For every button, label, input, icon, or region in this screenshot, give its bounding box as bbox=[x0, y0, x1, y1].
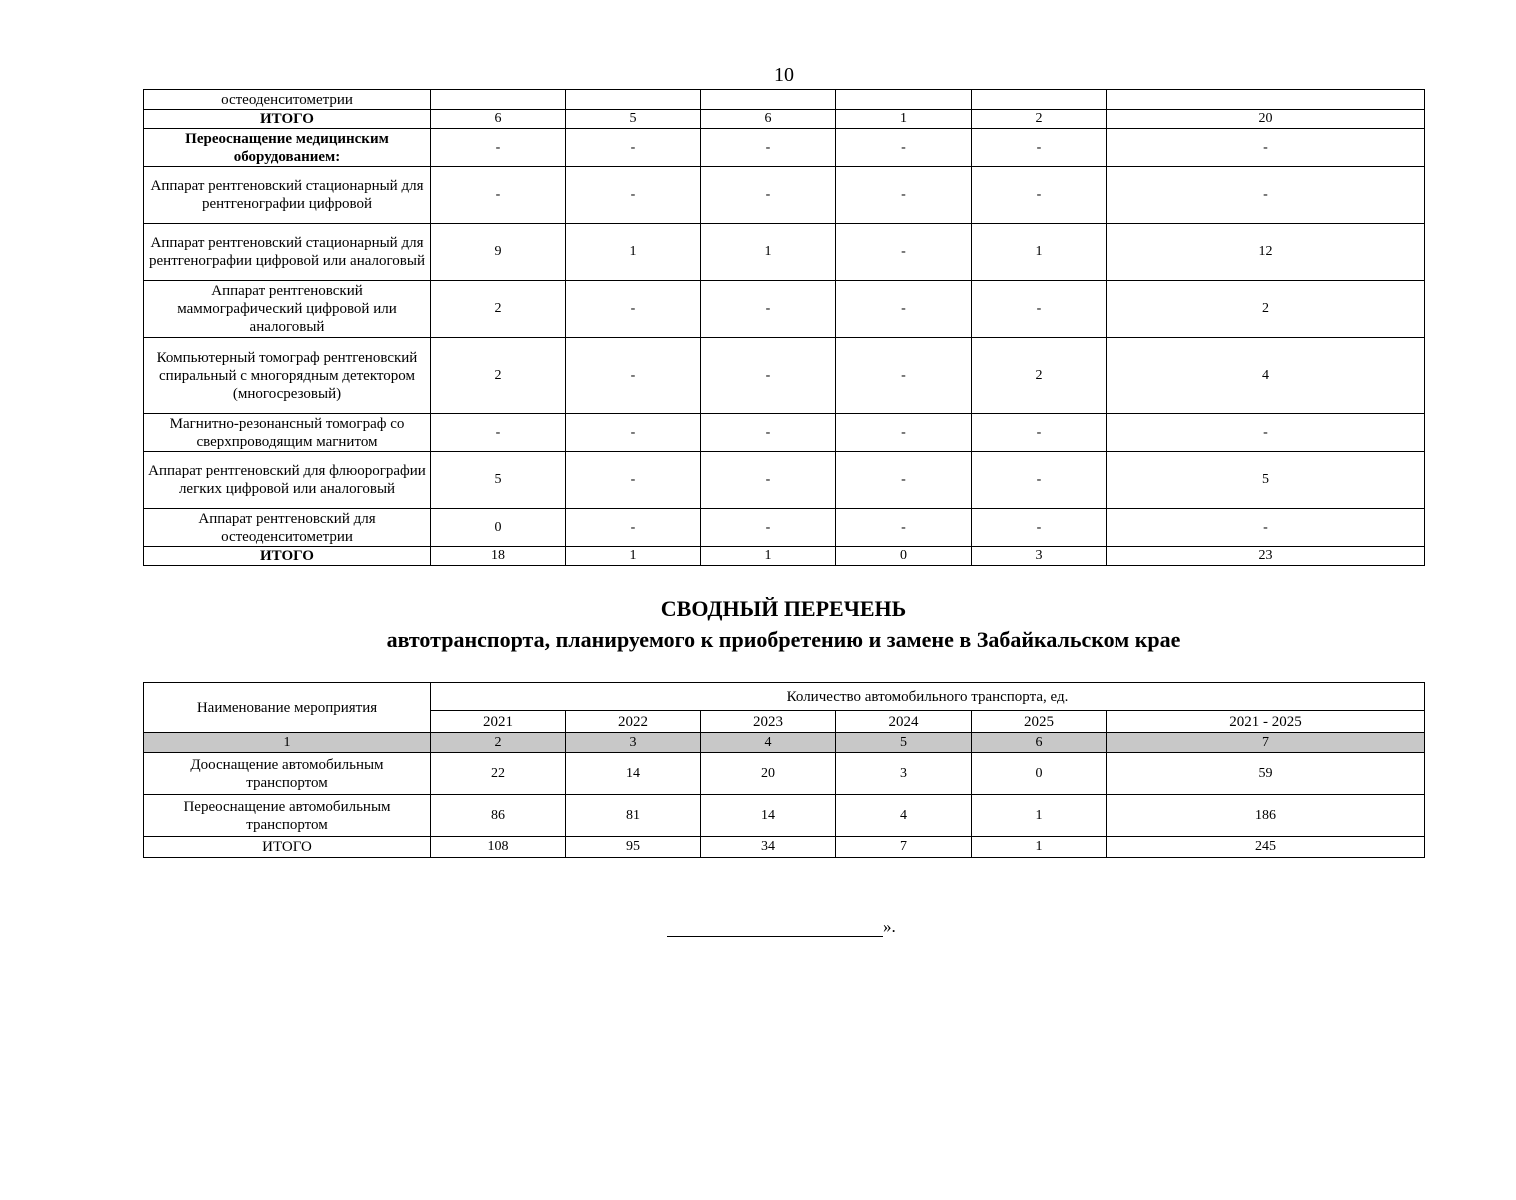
row-cell: 18 bbox=[431, 547, 566, 566]
column-number: 7 bbox=[1107, 733, 1425, 753]
row-cell: 12 bbox=[1107, 224, 1425, 281]
column-number: 6 bbox=[972, 733, 1107, 753]
row-cell: 22 bbox=[431, 753, 566, 795]
year-header: 2021 - 2025 bbox=[1107, 711, 1425, 733]
row-name: остеоденситометрии bbox=[144, 90, 431, 110]
row-cell: - bbox=[1107, 509, 1425, 547]
row-cell: 6 bbox=[431, 110, 566, 129]
column-number: 5 bbox=[836, 733, 972, 753]
row-name: Аппарат рентгеновский для флюорографии легких цифровой или аналоговый bbox=[144, 452, 431, 509]
row-cell: 2 bbox=[972, 338, 1107, 414]
row-cell: 2 bbox=[431, 338, 566, 414]
row-cell: - bbox=[836, 281, 972, 338]
row-cell: 4 bbox=[1107, 338, 1425, 414]
row-name: Аппарат рентгеновский стационарный для рентгенографии цифровой или аналоговый bbox=[144, 224, 431, 281]
table-row bbox=[144, 129, 1425, 167]
row-cell: 23 bbox=[1107, 547, 1425, 566]
row-name: Компьютерный томограф рентгеновский спиральный с многорядным детектором (многосрезовый) bbox=[144, 338, 431, 414]
row-cell: 1 bbox=[701, 224, 836, 281]
column-number: 2 bbox=[431, 733, 566, 753]
row-cell: - bbox=[972, 167, 1107, 224]
row-cell: - bbox=[701, 509, 836, 547]
row-cell: - bbox=[566, 338, 701, 414]
row-cell: 245 bbox=[1107, 837, 1425, 858]
table-row bbox=[144, 224, 1425, 281]
row-cell: - bbox=[701, 414, 836, 452]
row-cell: 95 bbox=[566, 837, 701, 858]
row-cell: 20 bbox=[1107, 110, 1425, 129]
row-cell: 0 bbox=[836, 547, 972, 566]
row-cell: - bbox=[701, 338, 836, 414]
row-cell: - bbox=[972, 452, 1107, 509]
row-cell: - bbox=[836, 338, 972, 414]
table-row bbox=[144, 547, 1425, 566]
row-cell: - bbox=[1107, 414, 1425, 452]
row-name: Переоснащение медицинским оборудованием: bbox=[144, 129, 431, 167]
row-cell: - bbox=[431, 414, 566, 452]
row-cell bbox=[431, 90, 566, 110]
row-cell: - bbox=[1107, 167, 1425, 224]
page-number: 10 bbox=[774, 64, 794, 86]
row-cell: 1 bbox=[836, 110, 972, 129]
row-cell: 5 bbox=[1107, 452, 1425, 509]
row-cell: - bbox=[701, 281, 836, 338]
row-cell: - bbox=[972, 509, 1107, 547]
row-cell: 1 bbox=[701, 547, 836, 566]
summary-title: СВОДНЫЙ ПЕРЕЧЕНЬ bbox=[660, 596, 907, 621]
row-cell: 5 bbox=[431, 452, 566, 509]
year-header: 2023 bbox=[701, 711, 836, 733]
summary-subtitle: автотранспорта, планируемого к приобретению и замене в Забайкальском крае bbox=[386, 627, 1181, 652]
table-row bbox=[144, 167, 1425, 224]
year-header: 2025 bbox=[972, 711, 1107, 733]
row-name: Дооснащение автомобильным транспортом bbox=[144, 753, 431, 795]
row-cell: - bbox=[566, 414, 701, 452]
column-number: 4 bbox=[701, 733, 836, 753]
row-cell: 81 bbox=[566, 795, 701, 837]
equipment-table bbox=[143, 89, 1425, 566]
row-cell: 5 bbox=[566, 110, 701, 129]
row-cell: - bbox=[836, 224, 972, 281]
row-cell: - bbox=[566, 281, 701, 338]
row-cell: 59 bbox=[1107, 753, 1425, 795]
row-cell: 6 bbox=[701, 110, 836, 129]
year-header: 2022 bbox=[566, 711, 701, 733]
row-cell: - bbox=[836, 129, 972, 167]
row-name: Аппарат рентгеновский маммографический цифровой или аналоговый bbox=[144, 281, 431, 338]
row-cell: - bbox=[972, 281, 1107, 338]
header-group: Количество автомобильного транспорта, ед. bbox=[431, 683, 1425, 711]
row-cell: 0 bbox=[972, 753, 1107, 795]
row-cell: - bbox=[836, 452, 972, 509]
row-cell: 186 bbox=[1107, 795, 1425, 837]
row-name: Аппарат рентгеновский для остеоденситометрии bbox=[144, 509, 431, 547]
closing-line bbox=[667, 916, 896, 937]
row-cell: 14 bbox=[566, 753, 701, 795]
row-cell: 9 bbox=[431, 224, 566, 281]
row-name: ИТОГО bbox=[144, 110, 431, 129]
column-number: 3 bbox=[566, 733, 701, 753]
row-cell: - bbox=[836, 414, 972, 452]
row-cell: 2 bbox=[1107, 281, 1425, 338]
row-cell: 1 bbox=[566, 547, 701, 566]
table-row bbox=[144, 281, 1425, 338]
row-cell bbox=[972, 90, 1107, 110]
row-cell: 34 bbox=[701, 837, 836, 858]
row-cell bbox=[566, 90, 701, 110]
row-cell: 86 bbox=[431, 795, 566, 837]
row-cell: 14 bbox=[701, 795, 836, 837]
row-cell: - bbox=[701, 129, 836, 167]
row-cell: - bbox=[972, 414, 1107, 452]
row-cell: - bbox=[1107, 129, 1425, 167]
row-cell: - bbox=[566, 129, 701, 167]
row-cell bbox=[1107, 90, 1425, 110]
year-header: 2024 bbox=[836, 711, 972, 733]
row-cell bbox=[836, 90, 972, 110]
row-cell: 1 bbox=[972, 837, 1107, 858]
row-cell: 1 bbox=[566, 224, 701, 281]
row-cell: - bbox=[701, 167, 836, 224]
row-cell: 0 bbox=[431, 509, 566, 547]
row-cell: - bbox=[972, 129, 1107, 167]
row-cell: 108 bbox=[431, 837, 566, 858]
row-cell: 7 bbox=[836, 837, 972, 858]
row-cell: 20 bbox=[701, 753, 836, 795]
signature-line bbox=[667, 916, 883, 937]
table-row bbox=[144, 753, 1425, 795]
row-cell: 4 bbox=[836, 795, 972, 837]
table-row bbox=[144, 837, 1425, 858]
header-name: Наименование мероприятия bbox=[144, 683, 431, 733]
row-cell: - bbox=[701, 452, 836, 509]
row-cell: 3 bbox=[972, 547, 1107, 566]
row-cell: 1 bbox=[972, 795, 1107, 837]
table-row bbox=[144, 110, 1425, 129]
row-cell: - bbox=[836, 167, 972, 224]
row-cell: 2 bbox=[431, 281, 566, 338]
table-row bbox=[144, 509, 1425, 547]
row-name: Магнитно-резонансный томограф со сверхпроводящим магнитом bbox=[144, 414, 431, 452]
row-cell: 1 bbox=[972, 224, 1107, 281]
row-cell: - bbox=[566, 452, 701, 509]
table-row bbox=[144, 795, 1425, 837]
table-row bbox=[144, 90, 1425, 110]
row-cell bbox=[701, 90, 836, 110]
row-cell: - bbox=[566, 509, 701, 547]
row-cell: - bbox=[566, 167, 701, 224]
column-number: 1 bbox=[144, 733, 431, 753]
row-cell: 3 bbox=[836, 753, 972, 795]
year-header: 2021 bbox=[431, 711, 566, 733]
row-cell: - bbox=[431, 129, 566, 167]
row-name: ИТОГО bbox=[144, 837, 431, 858]
table-row bbox=[144, 414, 1425, 452]
vehicle-table bbox=[143, 682, 1425, 858]
closing-mark: ». bbox=[883, 917, 896, 936]
table-row bbox=[144, 338, 1425, 414]
row-name: ИТОГО bbox=[144, 547, 431, 566]
table-row bbox=[144, 452, 1425, 509]
row-cell: - bbox=[431, 167, 566, 224]
row-name: Переоснащение автомобильным транспортом bbox=[144, 795, 431, 837]
row-cell: 2 bbox=[972, 110, 1107, 129]
row-name: Аппарат рентгеновский стационарный для рентгенографии цифровой bbox=[144, 167, 431, 224]
row-cell: - bbox=[836, 509, 972, 547]
